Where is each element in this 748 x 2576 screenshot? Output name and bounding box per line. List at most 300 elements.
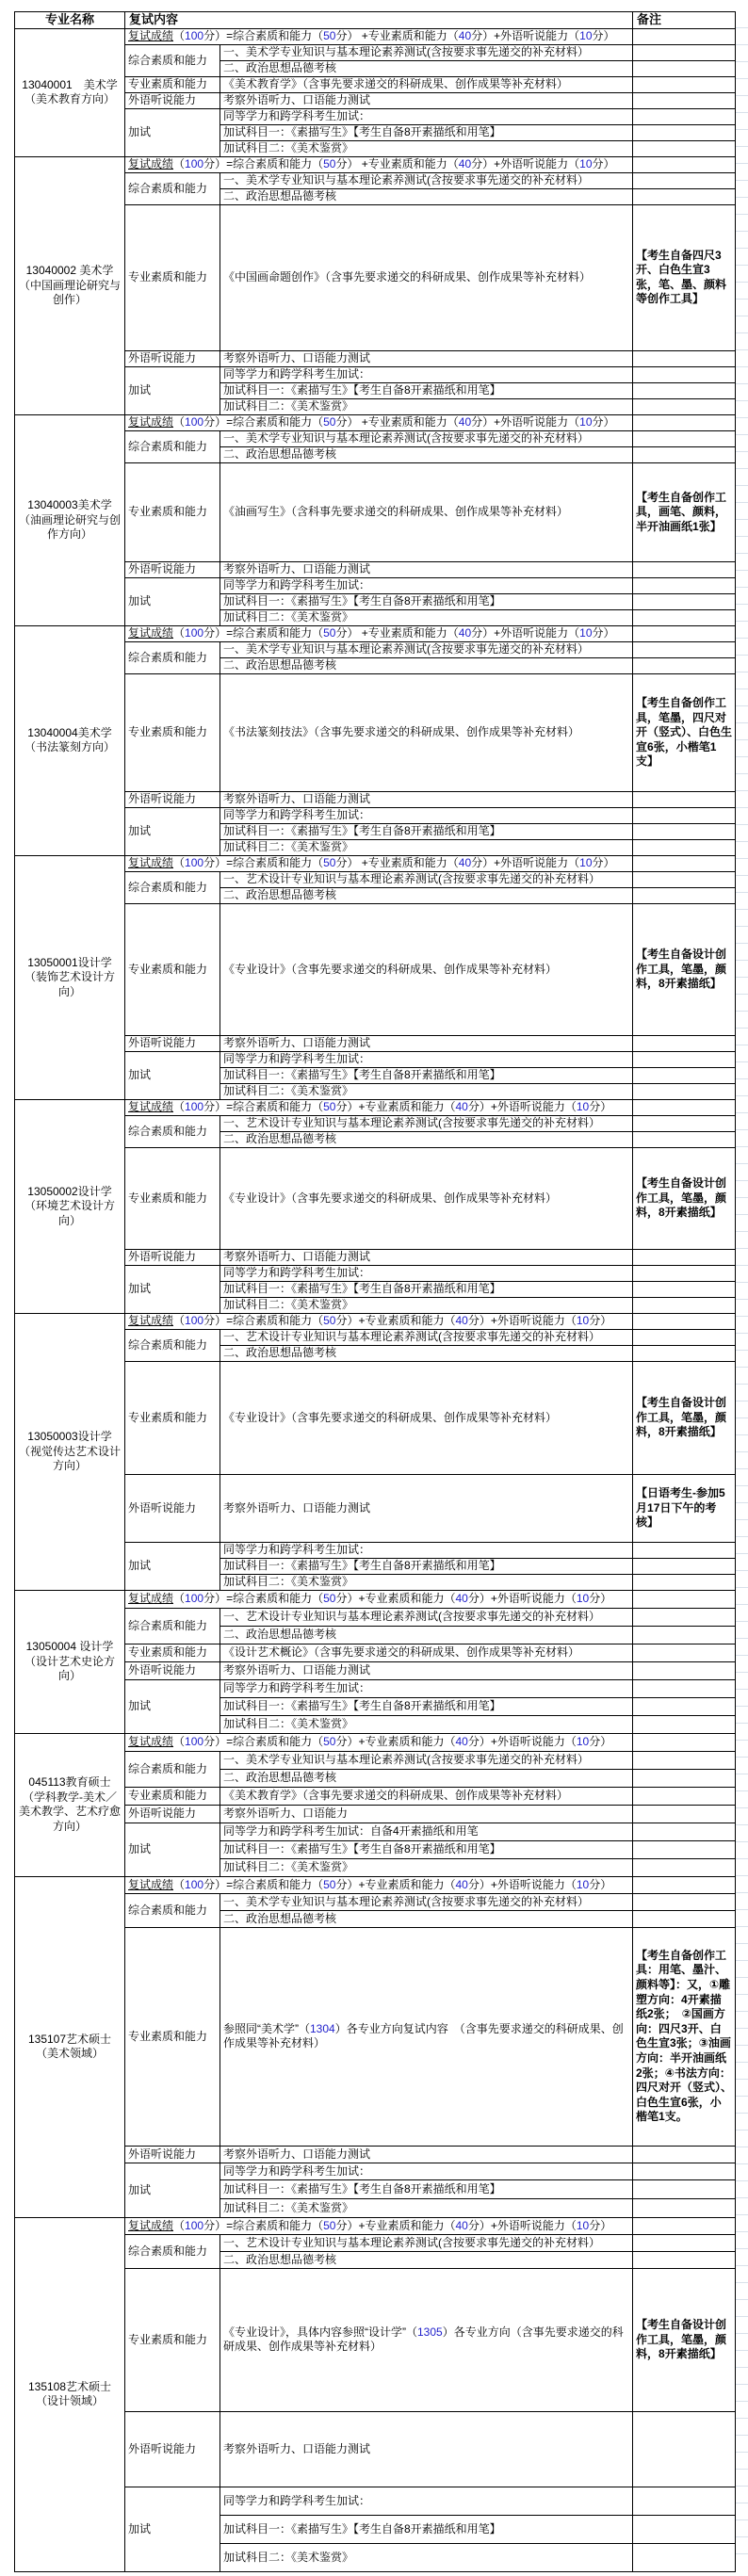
content-cell: 加试科目一：《素描写生》【考生自备8开素描纸和用笔】 bbox=[220, 1840, 633, 1858]
note-cell bbox=[633, 2198, 736, 2217]
content-cell: 加试科目二：《美术鉴赏》 bbox=[220, 1083, 633, 1099]
content-cell: 一、美术学专业知识与基本理论素养测试(含按要求事先递交的补充材料） bbox=[220, 1751, 633, 1769]
major-name-cell: 13040001 美术学 （美术教育方向） bbox=[15, 28, 125, 156]
score-number: 50 bbox=[323, 1314, 336, 1328]
content-cell: 考察外语听力、口语能力测试 bbox=[220, 350, 633, 366]
section-label-cell: 加试 bbox=[125, 2487, 220, 2571]
table-row bbox=[15, 1590, 736, 1608]
score-number: 10 bbox=[576, 1100, 590, 1114]
content-cell: 一、美术学专业知识与基本理论素养测试(含按要求事先递交的补充材料） bbox=[220, 430, 633, 446]
note-cell bbox=[633, 625, 736, 641]
formula-prefix: 复试成绩 bbox=[128, 415, 174, 429]
note-cell bbox=[633, 839, 736, 855]
content-cell: 考察外语听力、口语能力 bbox=[220, 1805, 633, 1823]
note-cell bbox=[633, 2217, 736, 2234]
content-cell: 加试科目一：《素描写生》【考生自备8开素描纸和用笔】 bbox=[220, 1281, 633, 1297]
note-cell bbox=[633, 156, 736, 172]
note-cell bbox=[633, 855, 736, 871]
table-row bbox=[15, 625, 736, 641]
note-cell bbox=[633, 1626, 736, 1644]
score-number: 40 bbox=[458, 29, 472, 43]
content-cell: 加试科目二：《美术鉴赏》 bbox=[220, 2543, 633, 2571]
section-label-cell: 综合素质和能力 bbox=[125, 172, 220, 204]
content-cell: 一、艺术设计专业知识与基本理论素养测试(含按要求事先递交的补充材料） bbox=[220, 1608, 633, 1626]
section-label-cell: 外语听说能力 bbox=[125, 1805, 220, 1823]
content-cell: 二、政治思想品德考核 bbox=[220, 1769, 633, 1787]
note-cell bbox=[633, 76, 736, 92]
note-cell bbox=[633, 1281, 736, 1297]
content-cell: 《专业设计》（含事先要求递交的科研成果、创作成果等补充材料） bbox=[220, 1147, 633, 1249]
content-cell: 一、美术学专业知识与基本理论素养测试(含按要求事先递交的补充材料） bbox=[220, 641, 633, 657]
score-number: 10 bbox=[576, 2218, 590, 2232]
content-cell: 加试科目二：《美术鉴赏》 bbox=[220, 2198, 633, 2217]
formula-prefix: 复试成绩 bbox=[128, 157, 174, 171]
content-cell: 同等学力和跨学科考生加试：自备4开素描纸和用笔 bbox=[220, 1823, 633, 1840]
note-cell bbox=[633, 1574, 736, 1590]
content-cell: 同等学力和跨学科考生加试： bbox=[220, 108, 633, 124]
content-cell: 考察外语听力、口语能力测试 bbox=[220, 1035, 633, 1051]
note-cell bbox=[633, 1558, 736, 1574]
note-cell bbox=[633, 641, 736, 657]
section-label-cell: 加试 bbox=[125, 1542, 220, 1590]
content-cell: 考察外语听力、口语能力测试 bbox=[220, 791, 633, 807]
score-number: 10 bbox=[579, 415, 593, 429]
note-cell bbox=[633, 1876, 736, 1893]
score-number: 10 bbox=[579, 157, 593, 171]
note-cell bbox=[633, 2163, 736, 2179]
note-cell bbox=[633, 1313, 736, 1329]
content-cell: 考察外语听力、口语能力测试 bbox=[220, 1249, 633, 1265]
score-number: 10 bbox=[576, 1735, 590, 1749]
content-cell: 考察外语听力、口语能力测试 bbox=[220, 2146, 633, 2163]
note-cell bbox=[633, 1099, 736, 1115]
content-cell: 《美术教育学》（含事先要求递交的科研成果、创作成果等补充材料） bbox=[220, 1787, 633, 1805]
major-name-cell: 13050004 设计学 （设计艺术史论方 向） bbox=[15, 1590, 125, 1733]
table-row bbox=[15, 1876, 736, 1893]
content-cell: 二、政治思想品德考核 bbox=[220, 60, 633, 76]
note-cell bbox=[633, 350, 736, 366]
score-number: 40 bbox=[458, 157, 472, 171]
section-label-cell: 专业素质和能力 bbox=[125, 204, 220, 350]
score-number: 40 bbox=[455, 1592, 468, 1606]
note-cell bbox=[633, 28, 736, 44]
score-formula-cell: 复试成绩（100分）=综合素质和能力（50分）+专业素质和能力（40分）+外语听说能力（10分） bbox=[125, 1313, 633, 1329]
major-name-cell: 13050001设计学 （装饰艺术设计方 向） bbox=[15, 855, 125, 1099]
score-formula-cell: 复试成绩（100分）=综合素质和能力（50分） +专业素质和能力（40分）+外语听说能力（10分） bbox=[125, 855, 633, 871]
content-cell: 一、美术学专业知识与基本理论素养测试(含按要求事先递交的补充材料） bbox=[220, 172, 633, 188]
content-cell: 加试科目二：《美术鉴赏》 bbox=[220, 398, 633, 414]
section-label-cell: 综合素质和能力 bbox=[125, 430, 220, 462]
note-cell bbox=[633, 1787, 736, 1805]
section-label-cell: 外语听说能力 bbox=[125, 1661, 220, 1679]
section-label-cell: 专业素质和能力 bbox=[125, 903, 220, 1035]
content-cell: 加试科目二：《美术鉴赏》 bbox=[220, 1858, 633, 1876]
section-label-cell: 外语听说能力 bbox=[125, 791, 220, 807]
note-cell bbox=[633, 1067, 736, 1083]
note-cell bbox=[633, 1697, 736, 1715]
note-cell bbox=[633, 2543, 736, 2571]
content-cell: 同等学力和跨学科考生加试： bbox=[220, 1051, 633, 1067]
score-number: 1305 bbox=[417, 2325, 443, 2339]
note-cell bbox=[633, 430, 736, 446]
section-label-cell: 综合素质和能力 bbox=[125, 641, 220, 673]
note-cell bbox=[633, 593, 736, 609]
note-cell bbox=[633, 1297, 736, 1313]
note-cell bbox=[633, 1644, 736, 1661]
section-label-cell: 外语听说能力 bbox=[125, 561, 220, 577]
note-cell bbox=[633, 657, 736, 673]
score-number: 100 bbox=[185, 2218, 204, 2232]
score-number: 100 bbox=[185, 1735, 204, 1749]
section-label-cell: 外语听说能力 bbox=[125, 1249, 220, 1265]
score-number: 50 bbox=[323, 1100, 336, 1114]
section-label-cell: 加试 bbox=[125, 807, 220, 855]
score-number: 40 bbox=[455, 1735, 468, 1749]
score-formula-cell: 复试成绩（100分）=综合素质和能力（50分）+专业素质和能力（40分）+外语听说能力（10分） bbox=[125, 1876, 633, 1893]
note-cell bbox=[633, 366, 736, 382]
formula-prefix: 复试成绩 bbox=[128, 856, 174, 870]
content-cell: 加试科目二：《美术鉴赏》 bbox=[220, 1297, 633, 1313]
section-label-cell: 加试 bbox=[125, 577, 220, 625]
note-cell bbox=[633, 1115, 736, 1131]
section-label-cell: 加试 bbox=[125, 1051, 220, 1099]
note-cell bbox=[633, 188, 736, 204]
content-cell: 考察外语听力、口语能力测试 bbox=[220, 1474, 633, 1542]
note-cell bbox=[633, 1858, 736, 1876]
score-number: 10 bbox=[579, 856, 593, 870]
section-label-cell: 外语听说能力 bbox=[125, 1035, 220, 1051]
table-row bbox=[15, 1099, 736, 1115]
content-cell: 加试科目二：《美术鉴赏》 bbox=[220, 1715, 633, 1733]
note-cell bbox=[633, 1083, 736, 1099]
section-label-cell: 外语听说能力 bbox=[125, 2146, 220, 2163]
content-cell: 二、政治思想品德考核 bbox=[220, 2251, 633, 2268]
score-number: 100 bbox=[185, 29, 204, 43]
section-label-cell: 加试 bbox=[125, 366, 220, 414]
score-number: 100 bbox=[185, 1592, 204, 1606]
note-cell bbox=[633, 1661, 736, 1679]
content-cell: 《设计艺术概论》（含事先要求递交的科研成果、创作成果等补充材料） bbox=[220, 1644, 633, 1661]
spreadsheet-gridlines bbox=[735, 11, 748, 2569]
note-cell bbox=[633, 44, 736, 60]
section-label-cell: 外语听说能力 bbox=[125, 2411, 220, 2487]
note-cell bbox=[633, 60, 736, 76]
content-cell: 加试科目一：《素描写生》【考生自备8开素描纸和用笔】 bbox=[220, 1697, 633, 1715]
score-number: 40 bbox=[458, 856, 472, 870]
score-number: 50 bbox=[323, 1735, 336, 1749]
note-cell bbox=[633, 823, 736, 839]
note-cell: 【考生自备创作工具：用笔、墨汁、颜料等】：又，①雕塑方向：4开素描纸2张； ②国画方向：四尺3开、白色生宣3张；③油画方向：半开油画纸2张；④书法方向：四尺对开（竖式）、白色生宣6张，小楷笔1支。 bbox=[633, 1927, 736, 2146]
note-cell: 【日语考生-参加5月17日下午的考核】 bbox=[633, 1474, 736, 1542]
content-cell: 加试科目一：《素描写生》【考生自备8开素描纸和用笔】 bbox=[220, 124, 633, 140]
score-number: 40 bbox=[455, 2218, 468, 2232]
score-number: 50 bbox=[323, 2218, 336, 2232]
content-cell: 同等学力和跨学科考生加试： bbox=[220, 807, 633, 823]
note-cell: 【考生自备创作工具，画笔、颜料，半开油画纸1张】 bbox=[633, 462, 736, 561]
score-formula-cell: 复试成绩（100分）=综合素质和能力（50分） +专业素质和能力（40分）+外语听说能力（10分） bbox=[125, 28, 633, 44]
content-cell: 同等学力和跨学科考生加试： bbox=[220, 2487, 633, 2515]
content-cell: 同等学力和跨学科考生加试： bbox=[220, 577, 633, 593]
note-cell bbox=[633, 1131, 736, 1147]
note-cell bbox=[633, 446, 736, 462]
section-label-cell: 加试 bbox=[125, 108, 220, 156]
content-cell: 一、艺术设计专业知识与基本理论素养测试(含按要求事先递交的补充材料） bbox=[220, 871, 633, 887]
score-number: 100 bbox=[185, 1877, 204, 1891]
section-label-cell: 外语听说能力 bbox=[125, 92, 220, 108]
content-cell: 《中国画命题创作》（含事先要求递交的科研成果、创作成果等补充材料） bbox=[220, 204, 633, 350]
content-cell: 《专业设计》（含事先要求递交的科研成果、创作成果等补充材料） bbox=[220, 903, 633, 1035]
score-number: 50 bbox=[323, 1592, 336, 1606]
note-cell bbox=[633, 398, 736, 414]
score-formula-cell: 复试成绩（100分）=综合素质和能力（50分） +专业素质和能力（40分）+外语听说能力（10分） bbox=[125, 156, 633, 172]
content-cell: 加试科目一：《素描写生》【考生自备8开素描纸和用笔】 bbox=[220, 1558, 633, 1574]
major-name-cell: 13040003美术学 （油画理论研究与创 作方向） bbox=[15, 414, 125, 625]
header-row bbox=[15, 12, 736, 29]
score-number: 100 bbox=[185, 1314, 204, 1328]
formula-prefix: 复试成绩 bbox=[128, 1592, 174, 1606]
score-number: 1304 bbox=[310, 2021, 335, 2035]
score-number: 40 bbox=[458, 415, 472, 429]
note-cell bbox=[633, 1805, 736, 1823]
note-cell bbox=[633, 1769, 736, 1787]
content-cell: 考察外语听力、口语能力测试 bbox=[220, 92, 633, 108]
content-cell: 《专业设计》，具体内容参照“设计学”（1305）各专业方向（含事先要求递交的科研成果、创作成果等补充材料） bbox=[220, 2268, 633, 2411]
section-label-cell: 专业素质和能力 bbox=[125, 1644, 220, 1661]
content-cell: 二、政治思想品德考核 bbox=[220, 1131, 633, 1147]
note-cell bbox=[633, 577, 736, 593]
note-cell bbox=[633, 561, 736, 577]
table-row bbox=[15, 2217, 736, 2234]
score-number: 50 bbox=[323, 157, 336, 171]
content-cell: 加试科目二：《美术鉴赏》 bbox=[220, 609, 633, 625]
note-cell bbox=[633, 92, 736, 108]
content-cell: 一、艺术设计专业知识与基本理论素养测试(含按要求事先递交的补充材料） bbox=[220, 1115, 633, 1131]
formula-prefix: 复试成绩 bbox=[128, 2218, 174, 2232]
note-cell bbox=[633, 1893, 736, 1910]
formula-prefix: 复试成绩 bbox=[128, 29, 174, 43]
section-label-cell: 专业素质和能力 bbox=[125, 76, 220, 92]
section-label-cell: 专业素质和能力 bbox=[125, 673, 220, 791]
header-note: 备注 bbox=[633, 12, 736, 29]
section-label-cell: 专业素质和能力 bbox=[125, 462, 220, 561]
content-cell: 《专业设计》（含事先要求递交的科研成果、创作成果等补充材料） bbox=[220, 1361, 633, 1474]
major-name-cell: 13050003设计学 （视觉传达艺术设计 方向） bbox=[15, 1313, 125, 1590]
note-cell bbox=[633, 2179, 736, 2198]
score-number: 40 bbox=[455, 1100, 468, 1114]
score-number: 10 bbox=[576, 1877, 590, 1891]
score-number: 50 bbox=[323, 1877, 336, 1891]
section-label-cell: 加试 bbox=[125, 2163, 220, 2217]
section-label-cell: 综合素质和能力 bbox=[125, 1893, 220, 1927]
score-formula-cell: 复试成绩（100分）=综合素质和能力（50分）+专业素质和能力（40分）+外语听说能力（10分） bbox=[125, 1590, 633, 1608]
content-cell: 考察外语听力、口语能力测试 bbox=[220, 1661, 633, 1679]
note-cell bbox=[633, 172, 736, 188]
note-cell bbox=[633, 1035, 736, 1051]
score-formula-cell: 复试成绩（100分）=综合素质和能力（50分） +专业素质和能力（40分）+外语听说能力（10分） bbox=[125, 414, 633, 430]
note-cell bbox=[633, 609, 736, 625]
score-number: 100 bbox=[185, 626, 204, 640]
content-cell: 二、政治思想品德考核 bbox=[220, 657, 633, 673]
note-cell bbox=[633, 1249, 736, 1265]
note-cell bbox=[633, 2411, 736, 2487]
score-number: 40 bbox=[458, 626, 472, 640]
score-number: 10 bbox=[576, 1592, 590, 1606]
major-name-cell: 13040004美术学 （书法篆刻方向） bbox=[15, 625, 125, 855]
section-label-cell: 综合素质和能力 bbox=[125, 1608, 220, 1644]
content-cell: 参照同“美术学”（1304）各专业方向复试内容 （含事先要求递交的科研成果、创作成果等补充材料） bbox=[220, 1927, 633, 2146]
section-label-cell: 外语听说能力 bbox=[125, 1474, 220, 1542]
content-cell: 《美术教育学》（含事先要求递交的科研成果、创作成果等补充材料） bbox=[220, 76, 633, 92]
note-cell bbox=[633, 1751, 736, 1769]
score-number: 10 bbox=[579, 626, 593, 640]
table-row bbox=[15, 1313, 736, 1329]
score-formula-cell: 复试成绩（100分）=综合素质和能力（50分） +专业素质和能力（40分）+外语听说能力（10分） bbox=[125, 625, 633, 641]
content-cell: 加试科目一：《素描写生》【考生自备8开素描纸和用笔】 bbox=[220, 2515, 633, 2543]
content-cell: 同等学力和跨学科考生加试： bbox=[220, 1679, 633, 1697]
section-label-cell: 专业素质和能力 bbox=[125, 2268, 220, 2411]
note-cell bbox=[633, 140, 736, 156]
note-cell: 【考生自备创作工具，笔墨，四尺对开（竖式）、白色生宣6张，小楷笔1支】 bbox=[633, 673, 736, 791]
note-cell bbox=[633, 124, 736, 140]
section-label-cell: 专业素质和能力 bbox=[125, 1147, 220, 1249]
note-cell bbox=[633, 1679, 736, 1697]
note-cell bbox=[633, 382, 736, 398]
content-cell: 同等学力和跨学科考生加试： bbox=[220, 1265, 633, 1281]
score-formula-cell: 复试成绩（100分）=综合素质和能力（50分）+专业素质和能力（40分）+外语听说能力（10分） bbox=[125, 2217, 633, 2234]
note-cell bbox=[633, 1590, 736, 1608]
formula-prefix: 复试成绩 bbox=[128, 1735, 174, 1749]
formula-prefix: 复试成绩 bbox=[128, 1877, 174, 1891]
section-label-cell: 外语听说能力 bbox=[125, 350, 220, 366]
content-cell: 《油画写生》（含科事先要求递交的科研成果、创作成果等补充材料） bbox=[220, 462, 633, 561]
formula-prefix: 复试成绩 bbox=[128, 1314, 174, 1328]
table-row bbox=[15, 414, 736, 430]
note-cell bbox=[633, 414, 736, 430]
note-cell bbox=[633, 2234, 736, 2251]
content-cell: 同等学力和跨学科考生加试： bbox=[220, 2163, 633, 2179]
section-label-cell: 专业素质和能力 bbox=[125, 1787, 220, 1805]
content-cell: 同等学力和跨学科考生加试： bbox=[220, 1542, 633, 1558]
section-label-cell: 综合素质和能力 bbox=[125, 871, 220, 903]
score-number: 100 bbox=[185, 1100, 204, 1114]
content-cell: 考察外语听力、口语能力测试 bbox=[220, 2411, 633, 2487]
note-cell: 【考生自备设计创作工具，笔墨，颜料，8开素描纸】 bbox=[633, 1147, 736, 1249]
content-cell: 二、政治思想品德考核 bbox=[220, 188, 633, 204]
table-row bbox=[15, 156, 736, 172]
score-number: 10 bbox=[579, 29, 593, 43]
table-body bbox=[15, 28, 736, 2571]
note-cell bbox=[633, 1715, 736, 1733]
note-cell bbox=[633, 887, 736, 903]
content-cell: 加试科目二：《美术鉴赏》 bbox=[220, 1574, 633, 1590]
note-cell bbox=[633, 2251, 736, 2268]
content-cell: 加试科目二：《美术鉴赏》 bbox=[220, 140, 633, 156]
note-cell: 【考生自备设计创作工具，笔墨，颜料，8开素描纸】 bbox=[633, 903, 736, 1035]
note-cell bbox=[633, 1265, 736, 1281]
content-cell: 二、政治思想品德考核 bbox=[220, 446, 633, 462]
section-label-cell: 综合素质和能力 bbox=[125, 1751, 220, 1787]
note-cell bbox=[633, 807, 736, 823]
content-cell: 加试科目一：《素描写生》【考生自备8开素描纸和用笔】 bbox=[220, 382, 633, 398]
score-number: 40 bbox=[455, 1877, 468, 1891]
note-cell bbox=[633, 871, 736, 887]
note-cell bbox=[633, 1542, 736, 1558]
content-cell: 《书法篆刻技法》（含事先要求递交的科研成果、创作成果等补充材料） bbox=[220, 673, 633, 791]
score-formula-cell: 复试成绩（100分）=综合素质和能力（50分）+专业素质和能力（40分）+外语听说能力（10分） bbox=[125, 1099, 633, 1115]
note-cell bbox=[633, 2487, 736, 2515]
section-label-cell: 综合素质和能力 bbox=[125, 44, 220, 76]
note-cell bbox=[633, 1345, 736, 1361]
table-row bbox=[15, 1733, 736, 1751]
content-cell: 一、美术学专业知识与基本理论素养测试(含按要求事先递交的补充材料） bbox=[220, 1893, 633, 1910]
score-formula-cell: 复试成绩（100分）=综合素质和能力（50分）+专业素质和能力（40分）+外语听说能力（10分） bbox=[125, 1733, 633, 1751]
score-number: 50 bbox=[323, 415, 336, 429]
section-label-cell: 专业素质和能力 bbox=[125, 1361, 220, 1474]
section-label-cell: 专业素质和能力 bbox=[125, 1927, 220, 2146]
content-cell: 同等学力和跨学科考生加试： bbox=[220, 366, 633, 382]
table-row bbox=[15, 28, 736, 44]
score-number: 50 bbox=[323, 626, 336, 640]
note-cell bbox=[633, 1608, 736, 1626]
note-cell bbox=[633, 791, 736, 807]
note-cell bbox=[633, 1329, 736, 1345]
note-cell bbox=[633, 1823, 736, 1840]
header-major-name: 专业名称 bbox=[15, 12, 125, 29]
major-name-cell: 135108艺术硕士 （设计领域） bbox=[15, 2217, 125, 2571]
note-cell bbox=[633, 2515, 736, 2543]
content-cell: 一、艺术设计专业知识与基本理论素养测试(含按要求事先递交的补充材料） bbox=[220, 1329, 633, 1345]
content-cell: 加试科目一：《素描写生》【考生自备8开素描纸和用笔】 bbox=[220, 593, 633, 609]
note-cell bbox=[633, 1840, 736, 1858]
score-number: 100 bbox=[185, 157, 204, 171]
score-number: 10 bbox=[576, 1314, 590, 1328]
major-name-cell: 13050002设计学 （环境艺术设计方 向） bbox=[15, 1099, 125, 1313]
header-retest-content: 复试内容 bbox=[125, 12, 633, 29]
content-cell: 加试科目二：《美术鉴赏》 bbox=[220, 839, 633, 855]
note-cell bbox=[633, 1051, 736, 1067]
score-number: 100 bbox=[185, 856, 204, 870]
section-label-cell: 加试 bbox=[125, 1265, 220, 1313]
note-cell bbox=[633, 1733, 736, 1751]
section-label-cell: 综合素质和能力 bbox=[125, 2234, 220, 2268]
section-label-cell: 综合素质和能力 bbox=[125, 1329, 220, 1361]
major-name-cell: 13040002 美术学 （中国画理论研究与 创作） bbox=[15, 156, 125, 414]
content-cell: 二、政治思想品德考核 bbox=[220, 1910, 633, 1927]
score-number: 100 bbox=[185, 415, 204, 429]
content-cell: 考察外语听力、口语能力测试 bbox=[220, 561, 633, 577]
note-cell bbox=[633, 2146, 736, 2163]
section-label-cell: 综合素质和能力 bbox=[125, 1115, 220, 1147]
content-cell: 二、政治思想品德考核 bbox=[220, 887, 633, 903]
score-number: 50 bbox=[323, 856, 336, 870]
note-cell: 【考生自备设计创作工具，笔墨，颜料，8开素描纸】 bbox=[633, 1361, 736, 1474]
formula-prefix: 复试成绩 bbox=[128, 626, 174, 640]
major-name-cell: 135107艺术硕士 （美术领域） bbox=[15, 1876, 125, 2217]
score-number: 50 bbox=[323, 29, 336, 43]
score-number: 40 bbox=[455, 1314, 468, 1328]
content-cell: 一、美术学专业知识与基本理论素养测试(含按要求事先递交的补充材料） bbox=[220, 44, 633, 60]
note-cell bbox=[633, 1910, 736, 1927]
content-cell: 加试科目一：《素描写生》【考生自备8开素描纸和用笔】 bbox=[220, 1067, 633, 1083]
note-cell bbox=[633, 108, 736, 124]
content-cell: 加试科目一：《素描写生》【考生自备8开素描纸和用笔】 bbox=[220, 2179, 633, 2198]
content-cell: 二、政治思想品德考核 bbox=[220, 1345, 633, 1361]
section-label-cell: 加试 bbox=[125, 1679, 220, 1733]
section-label-cell: 加试 bbox=[125, 1823, 220, 1876]
content-cell: 一、艺术设计专业知识与基本理论素养测试(含按要求事先递交的补充材料） bbox=[220, 2234, 633, 2251]
table-row bbox=[15, 855, 736, 871]
formula-prefix: 复试成绩 bbox=[128, 1100, 174, 1114]
